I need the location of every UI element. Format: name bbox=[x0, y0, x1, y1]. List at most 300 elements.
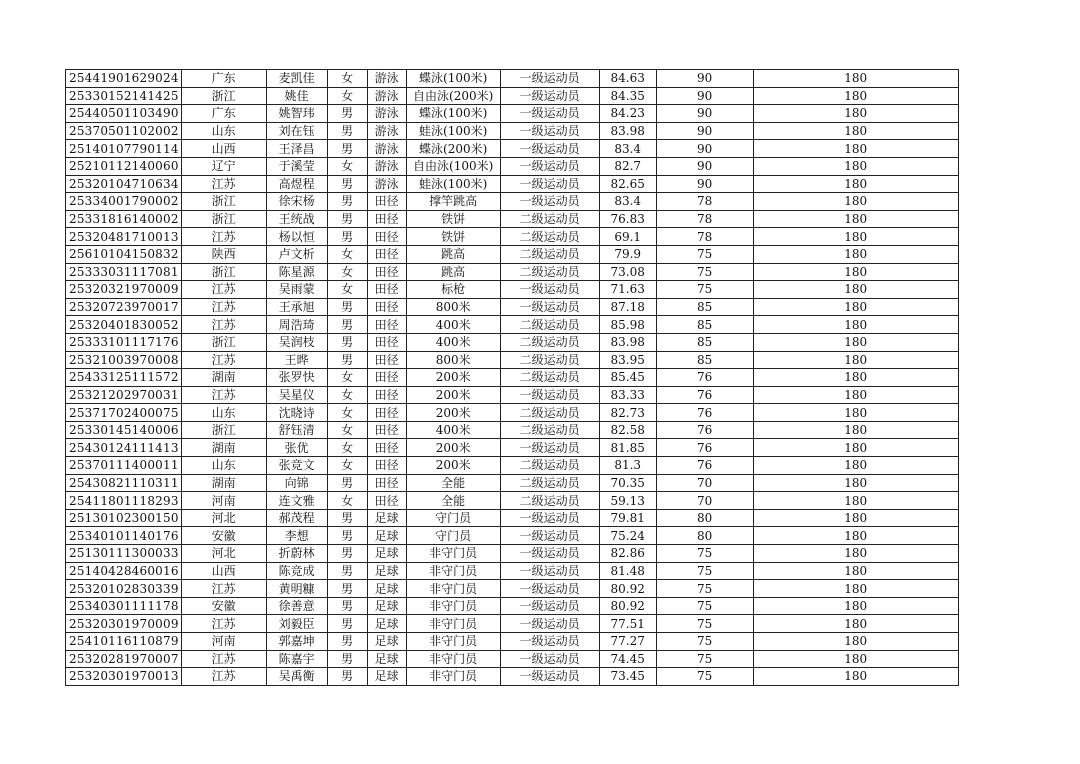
weight-cell: 85 bbox=[656, 316, 753, 334]
sport-cell: 田径 bbox=[367, 492, 406, 510]
province-cell: 江苏 bbox=[181, 615, 266, 633]
table-row bbox=[66, 193, 959, 211]
athlete-id-cell: 25333031117081 bbox=[66, 263, 182, 281]
weight-cell: 80 bbox=[656, 527, 753, 545]
total-cell: 180 bbox=[753, 122, 958, 140]
gender-cell: 女 bbox=[327, 245, 367, 263]
sport-cell: 游泳 bbox=[367, 87, 406, 105]
score-cell: 84.63 bbox=[599, 70, 656, 88]
table-row bbox=[66, 333, 959, 351]
athlete-id-cell: 25340101140176 bbox=[66, 527, 182, 545]
sport-cell: 足球 bbox=[367, 633, 406, 651]
athlete-name-cell: 吴禹衡 bbox=[266, 668, 327, 686]
gender-cell: 女 bbox=[327, 87, 367, 105]
gender-cell: 男 bbox=[327, 527, 367, 545]
total-cell: 180 bbox=[753, 668, 958, 686]
total-cell: 180 bbox=[753, 545, 958, 563]
event-cell: 400米 bbox=[406, 421, 500, 439]
sport-cell: 田径 bbox=[367, 439, 406, 457]
score-cell: 76.83 bbox=[599, 210, 656, 228]
total-cell: 180 bbox=[753, 333, 958, 351]
table-row bbox=[66, 527, 959, 545]
athlete-name-cell: 张竞文 bbox=[266, 457, 327, 475]
gender-cell: 男 bbox=[327, 122, 367, 140]
table-row bbox=[66, 545, 959, 563]
athlete-id-cell: 25320104710634 bbox=[66, 175, 182, 193]
total-cell: 180 bbox=[753, 193, 958, 211]
total-cell: 180 bbox=[753, 650, 958, 668]
level-cell: 二级运动员 bbox=[500, 351, 599, 369]
province-cell: 辽宁 bbox=[181, 157, 266, 175]
sport-cell: 田径 bbox=[367, 457, 406, 475]
table-row bbox=[66, 509, 959, 527]
table-row bbox=[66, 492, 959, 510]
athlete-id-cell: 25320723970017 bbox=[66, 298, 182, 316]
score-cell: 85.98 bbox=[599, 316, 656, 334]
athlete-id-cell: 25433125111572 bbox=[66, 369, 182, 387]
level-cell: 一级运动员 bbox=[500, 298, 599, 316]
table-row bbox=[66, 122, 959, 140]
gender-cell: 男 bbox=[327, 193, 367, 211]
level-cell: 一级运动员 bbox=[500, 562, 599, 580]
weight-cell: 90 bbox=[656, 140, 753, 158]
athlete-name-cell: 舒钰清 bbox=[266, 421, 327, 439]
athlete-id-cell: 25130102300150 bbox=[66, 509, 182, 527]
sport-cell: 田径 bbox=[367, 263, 406, 281]
score-cell: 84.23 bbox=[599, 105, 656, 123]
level-cell: 一级运动员 bbox=[500, 157, 599, 175]
score-cell: 80.92 bbox=[599, 580, 656, 598]
weight-cell: 76 bbox=[656, 369, 753, 387]
athlete-name-cell: 刘毅臣 bbox=[266, 615, 327, 633]
athlete-id-cell: 25321003970008 bbox=[66, 351, 182, 369]
event-cell: 非守门员 bbox=[406, 650, 500, 668]
athlete-name-cell: 王承旭 bbox=[266, 298, 327, 316]
total-cell: 180 bbox=[753, 421, 958, 439]
athlete-table bbox=[65, 69, 959, 686]
weight-cell: 75 bbox=[656, 597, 753, 615]
table-row bbox=[66, 298, 959, 316]
sport-cell: 足球 bbox=[367, 668, 406, 686]
weight-cell: 75 bbox=[656, 545, 753, 563]
weight-cell: 90 bbox=[656, 157, 753, 175]
athlete-name-cell: 姚智玮 bbox=[266, 105, 327, 123]
sport-cell: 田径 bbox=[367, 351, 406, 369]
weight-cell: 85 bbox=[656, 333, 753, 351]
athlete-name-cell: 王泽昌 bbox=[266, 140, 327, 158]
level-cell: 一级运动员 bbox=[500, 597, 599, 615]
province-cell: 湖南 bbox=[181, 369, 266, 387]
event-cell: 跳高 bbox=[406, 263, 500, 281]
table-row bbox=[66, 351, 959, 369]
table-row bbox=[66, 316, 959, 334]
table-row bbox=[66, 580, 959, 598]
score-cell: 85.45 bbox=[599, 369, 656, 387]
athlete-id-cell: 25441901629024 bbox=[66, 70, 182, 88]
weight-cell: 70 bbox=[656, 474, 753, 492]
gender-cell: 女 bbox=[327, 157, 367, 175]
athlete-name-cell: 陈竞成 bbox=[266, 562, 327, 580]
total-cell: 180 bbox=[753, 281, 958, 299]
athlete-name-cell: 王统战 bbox=[266, 210, 327, 228]
weight-cell: 75 bbox=[656, 562, 753, 580]
score-cell: 79.9 bbox=[599, 245, 656, 263]
gender-cell: 女 bbox=[327, 263, 367, 281]
event-cell: 标枪 bbox=[406, 281, 500, 299]
score-cell: 83.98 bbox=[599, 333, 656, 351]
event-cell: 蝶泳(100米) bbox=[406, 105, 500, 123]
sport-cell: 田径 bbox=[367, 421, 406, 439]
table-row bbox=[66, 210, 959, 228]
level-cell: 一级运动员 bbox=[500, 545, 599, 563]
total-cell: 180 bbox=[753, 597, 958, 615]
score-cell: 69.1 bbox=[599, 228, 656, 246]
level-cell: 二级运动员 bbox=[500, 457, 599, 475]
total-cell: 180 bbox=[753, 210, 958, 228]
weight-cell: 75 bbox=[656, 615, 753, 633]
score-cell: 77.27 bbox=[599, 633, 656, 651]
sport-cell: 田径 bbox=[367, 245, 406, 263]
sport-cell: 游泳 bbox=[367, 70, 406, 88]
weight-cell: 85 bbox=[656, 298, 753, 316]
event-cell: 800米 bbox=[406, 298, 500, 316]
event-cell: 铁饼 bbox=[406, 210, 500, 228]
sport-cell: 足球 bbox=[367, 527, 406, 545]
score-cell: 83.4 bbox=[599, 140, 656, 158]
level-cell: 二级运动员 bbox=[500, 474, 599, 492]
sport-cell: 足球 bbox=[367, 580, 406, 598]
score-cell: 82.58 bbox=[599, 421, 656, 439]
athlete-name-cell: 郭嘉坤 bbox=[266, 633, 327, 651]
event-cell: 铁饼 bbox=[406, 228, 500, 246]
sport-cell: 田径 bbox=[367, 369, 406, 387]
province-cell: 江苏 bbox=[181, 281, 266, 299]
total-cell: 180 bbox=[753, 263, 958, 281]
gender-cell: 男 bbox=[327, 545, 367, 563]
weight-cell: 75 bbox=[656, 281, 753, 299]
event-cell: 全能 bbox=[406, 474, 500, 492]
gender-cell: 男 bbox=[327, 351, 367, 369]
gender-cell: 男 bbox=[327, 333, 367, 351]
level-cell: 一级运动员 bbox=[500, 633, 599, 651]
event-cell: 非守门员 bbox=[406, 597, 500, 615]
province-cell: 河北 bbox=[181, 509, 266, 527]
total-cell: 180 bbox=[753, 369, 958, 387]
score-cell: 83.95 bbox=[599, 351, 656, 369]
event-cell: 非守门员 bbox=[406, 633, 500, 651]
total-cell: 180 bbox=[753, 562, 958, 580]
total-cell: 180 bbox=[753, 228, 958, 246]
weight-cell: 76 bbox=[656, 421, 753, 439]
event-cell: 400米 bbox=[406, 316, 500, 334]
athlete-name-cell: 姚佳 bbox=[266, 87, 327, 105]
gender-cell: 男 bbox=[327, 580, 367, 598]
athlete-id-cell: 25430821110311 bbox=[66, 474, 182, 492]
athlete-id-cell: 25333101117176 bbox=[66, 333, 182, 351]
weight-cell: 75 bbox=[656, 668, 753, 686]
athlete-name-cell: 向锦 bbox=[266, 474, 327, 492]
athlete-name-cell: 张罗快 bbox=[266, 369, 327, 387]
level-cell: 二级运动员 bbox=[500, 404, 599, 422]
total-cell: 180 bbox=[753, 404, 958, 422]
score-cell: 73.45 bbox=[599, 668, 656, 686]
athlete-id-cell: 25320321970009 bbox=[66, 281, 182, 299]
total-cell: 180 bbox=[753, 633, 958, 651]
athlete-name-cell: 陈嘉宇 bbox=[266, 650, 327, 668]
province-cell: 湖南 bbox=[181, 439, 266, 457]
province-cell: 江苏 bbox=[181, 316, 266, 334]
sport-cell: 游泳 bbox=[367, 122, 406, 140]
athlete-id-cell: 25411801118293 bbox=[66, 492, 182, 510]
total-cell: 180 bbox=[753, 351, 958, 369]
athlete-id-cell: 25320301970009 bbox=[66, 615, 182, 633]
province-cell: 江苏 bbox=[181, 580, 266, 598]
province-cell: 江苏 bbox=[181, 351, 266, 369]
gender-cell: 男 bbox=[327, 298, 367, 316]
score-cell: 83.98 bbox=[599, 122, 656, 140]
sport-cell: 田径 bbox=[367, 474, 406, 492]
sport-cell: 游泳 bbox=[367, 105, 406, 123]
athlete-id-cell: 25430124111413 bbox=[66, 439, 182, 457]
province-cell: 浙江 bbox=[181, 87, 266, 105]
gender-cell: 男 bbox=[327, 210, 367, 228]
sport-cell: 足球 bbox=[367, 650, 406, 668]
weight-cell: 70 bbox=[656, 492, 753, 510]
athlete-id-cell: 25320102830339 bbox=[66, 580, 182, 598]
athlete-id-cell: 25370501102002 bbox=[66, 122, 182, 140]
event-cell: 800米 bbox=[406, 351, 500, 369]
level-cell: 二级运动员 bbox=[500, 263, 599, 281]
table-row bbox=[66, 140, 959, 158]
gender-cell: 女 bbox=[327, 457, 367, 475]
athlete-name-cell: 折蔚林 bbox=[266, 545, 327, 563]
province-cell: 江苏 bbox=[181, 386, 266, 404]
event-cell: 自由泳(100米) bbox=[406, 157, 500, 175]
table-row bbox=[66, 281, 959, 299]
province-cell: 山西 bbox=[181, 140, 266, 158]
athlete-id-cell: 25140107790114 bbox=[66, 140, 182, 158]
table-row bbox=[66, 263, 959, 281]
athlete-id-cell: 25340301111178 bbox=[66, 597, 182, 615]
level-cell: 二级运动员 bbox=[500, 421, 599, 439]
level-cell: 一级运动员 bbox=[500, 580, 599, 598]
gender-cell: 女 bbox=[327, 281, 367, 299]
table-row bbox=[66, 633, 959, 651]
gender-cell: 男 bbox=[327, 597, 367, 615]
athlete-name-cell: 陈星源 bbox=[266, 263, 327, 281]
event-cell: 200米 bbox=[406, 457, 500, 475]
gender-cell: 男 bbox=[327, 562, 367, 580]
sport-cell: 田径 bbox=[367, 333, 406, 351]
event-cell: 守门员 bbox=[406, 527, 500, 545]
sport-cell: 足球 bbox=[367, 509, 406, 527]
table-row bbox=[66, 87, 959, 105]
weight-cell: 85 bbox=[656, 351, 753, 369]
table-row bbox=[66, 245, 959, 263]
score-cell: 82.73 bbox=[599, 404, 656, 422]
total-cell: 180 bbox=[753, 70, 958, 88]
event-cell: 400米 bbox=[406, 333, 500, 351]
gender-cell: 男 bbox=[327, 316, 367, 334]
score-cell: 73.08 bbox=[599, 263, 656, 281]
athlete-name-cell: 于溪莹 bbox=[266, 157, 327, 175]
gender-cell: 男 bbox=[327, 633, 367, 651]
level-cell: 一级运动员 bbox=[500, 281, 599, 299]
table-row bbox=[66, 439, 959, 457]
score-cell: 75.24 bbox=[599, 527, 656, 545]
province-cell: 山东 bbox=[181, 122, 266, 140]
level-cell: 一级运动员 bbox=[500, 615, 599, 633]
sport-cell: 田径 bbox=[367, 210, 406, 228]
athlete-id-cell: 25370111400011 bbox=[66, 457, 182, 475]
sport-cell: 田径 bbox=[367, 298, 406, 316]
sport-cell: 游泳 bbox=[367, 140, 406, 158]
score-cell: 81.3 bbox=[599, 457, 656, 475]
gender-cell: 男 bbox=[327, 140, 367, 158]
athlete-id-cell: 25440501103490 bbox=[66, 105, 182, 123]
athlete-id-cell: 25320281970007 bbox=[66, 650, 182, 668]
table-row bbox=[66, 157, 959, 175]
province-cell: 江苏 bbox=[181, 650, 266, 668]
table-body bbox=[66, 70, 959, 686]
event-cell: 蛙泳(100米) bbox=[406, 175, 500, 193]
athlete-name-cell: 李想 bbox=[266, 527, 327, 545]
sport-cell: 足球 bbox=[367, 597, 406, 615]
gender-cell: 男 bbox=[327, 105, 367, 123]
athlete-name-cell: 张优 bbox=[266, 439, 327, 457]
weight-cell: 75 bbox=[656, 633, 753, 651]
level-cell: 一级运动员 bbox=[500, 105, 599, 123]
level-cell: 二级运动员 bbox=[500, 316, 599, 334]
score-cell: 87.18 bbox=[599, 298, 656, 316]
table-row bbox=[66, 70, 959, 88]
table-row bbox=[66, 562, 959, 580]
weight-cell: 80 bbox=[656, 509, 753, 527]
province-cell: 浙江 bbox=[181, 333, 266, 351]
weight-cell: 78 bbox=[656, 210, 753, 228]
athlete-id-cell: 25130111300033 bbox=[66, 545, 182, 563]
event-cell: 自由泳(200米) bbox=[406, 87, 500, 105]
athlete-id-cell: 25410116110879 bbox=[66, 633, 182, 651]
athlete-id-cell: 25610104150832 bbox=[66, 245, 182, 263]
province-cell: 河南 bbox=[181, 633, 266, 651]
gender-cell: 男 bbox=[327, 474, 367, 492]
athlete-id-cell: 25331816140002 bbox=[66, 210, 182, 228]
sport-cell: 田径 bbox=[367, 281, 406, 299]
score-cell: 80.92 bbox=[599, 597, 656, 615]
gender-cell: 女 bbox=[327, 421, 367, 439]
athlete-name-cell: 刘在钰 bbox=[266, 122, 327, 140]
athlete-name-cell: 吴星仪 bbox=[266, 386, 327, 404]
score-cell: 77.51 bbox=[599, 615, 656, 633]
athlete-id-cell: 25371702400075 bbox=[66, 404, 182, 422]
event-cell: 撑竿跳高 bbox=[406, 193, 500, 211]
athlete-name-cell: 高煜程 bbox=[266, 175, 327, 193]
weight-cell: 90 bbox=[656, 105, 753, 123]
sport-cell: 游泳 bbox=[367, 175, 406, 193]
gender-cell: 男 bbox=[327, 175, 367, 193]
total-cell: 180 bbox=[753, 509, 958, 527]
province-cell: 江苏 bbox=[181, 668, 266, 686]
level-cell: 一级运动员 bbox=[500, 140, 599, 158]
athlete-name-cell: 卢文析 bbox=[266, 245, 327, 263]
athlete-id-cell: 25140428460016 bbox=[66, 562, 182, 580]
level-cell: 一级运动员 bbox=[500, 439, 599, 457]
athlete-name-cell: 郝茂程 bbox=[266, 509, 327, 527]
level-cell: 二级运动员 bbox=[500, 369, 599, 387]
weight-cell: 90 bbox=[656, 70, 753, 88]
province-cell: 山西 bbox=[181, 562, 266, 580]
score-cell: 84.35 bbox=[599, 87, 656, 105]
athlete-id-cell: 25330145140006 bbox=[66, 421, 182, 439]
score-cell: 82.65 bbox=[599, 175, 656, 193]
athlete-name-cell: 王晔 bbox=[266, 351, 327, 369]
athlete-name-cell: 沈晓诗 bbox=[266, 404, 327, 422]
level-cell: 一级运动员 bbox=[500, 650, 599, 668]
gender-cell: 男 bbox=[327, 650, 367, 668]
score-cell: 83.4 bbox=[599, 193, 656, 211]
athlete-name-cell: 杨以恒 bbox=[266, 228, 327, 246]
table-row bbox=[66, 369, 959, 387]
gender-cell: 男 bbox=[327, 509, 367, 527]
score-cell: 81.48 bbox=[599, 562, 656, 580]
gender-cell: 女 bbox=[327, 439, 367, 457]
event-cell: 200米 bbox=[406, 439, 500, 457]
level-cell: 一级运动员 bbox=[500, 70, 599, 88]
province-cell: 浙江 bbox=[181, 263, 266, 281]
total-cell: 180 bbox=[753, 140, 958, 158]
province-cell: 江苏 bbox=[181, 298, 266, 316]
score-cell: 74.45 bbox=[599, 650, 656, 668]
table-row bbox=[66, 105, 959, 123]
weight-cell: 78 bbox=[656, 193, 753, 211]
level-cell: 一级运动员 bbox=[500, 175, 599, 193]
gender-cell: 女 bbox=[327, 386, 367, 404]
level-cell: 二级运动员 bbox=[500, 210, 599, 228]
total-cell: 180 bbox=[753, 527, 958, 545]
weight-cell: 76 bbox=[656, 404, 753, 422]
sport-cell: 足球 bbox=[367, 545, 406, 563]
province-cell: 山东 bbox=[181, 404, 266, 422]
athlete-name-cell: 黄明糠 bbox=[266, 580, 327, 598]
level-cell: 一级运动员 bbox=[500, 509, 599, 527]
province-cell: 山东 bbox=[181, 457, 266, 475]
sport-cell: 足球 bbox=[367, 615, 406, 633]
province-cell: 浙江 bbox=[181, 193, 266, 211]
sport-cell: 田径 bbox=[367, 316, 406, 334]
event-cell: 全能 bbox=[406, 492, 500, 510]
total-cell: 180 bbox=[753, 439, 958, 457]
level-cell: 二级运动员 bbox=[500, 492, 599, 510]
table-row bbox=[66, 597, 959, 615]
total-cell: 180 bbox=[753, 175, 958, 193]
total-cell: 180 bbox=[753, 386, 958, 404]
athlete-id-cell: 25320481710013 bbox=[66, 228, 182, 246]
gender-cell: 女 bbox=[327, 70, 367, 88]
weight-cell: 75 bbox=[656, 580, 753, 598]
athlete-name-cell: 徐宋杨 bbox=[266, 193, 327, 211]
level-cell: 一级运动员 bbox=[500, 87, 599, 105]
province-cell: 湖南 bbox=[181, 474, 266, 492]
level-cell: 一级运动员 bbox=[500, 527, 599, 545]
athlete-name-cell: 吴雨蒙 bbox=[266, 281, 327, 299]
weight-cell: 75 bbox=[656, 263, 753, 281]
gender-cell: 女 bbox=[327, 404, 367, 422]
score-cell: 70.35 bbox=[599, 474, 656, 492]
athlete-id-cell: 25320401830052 bbox=[66, 316, 182, 334]
province-cell: 安徽 bbox=[181, 597, 266, 615]
level-cell: 二级运动员 bbox=[500, 333, 599, 351]
